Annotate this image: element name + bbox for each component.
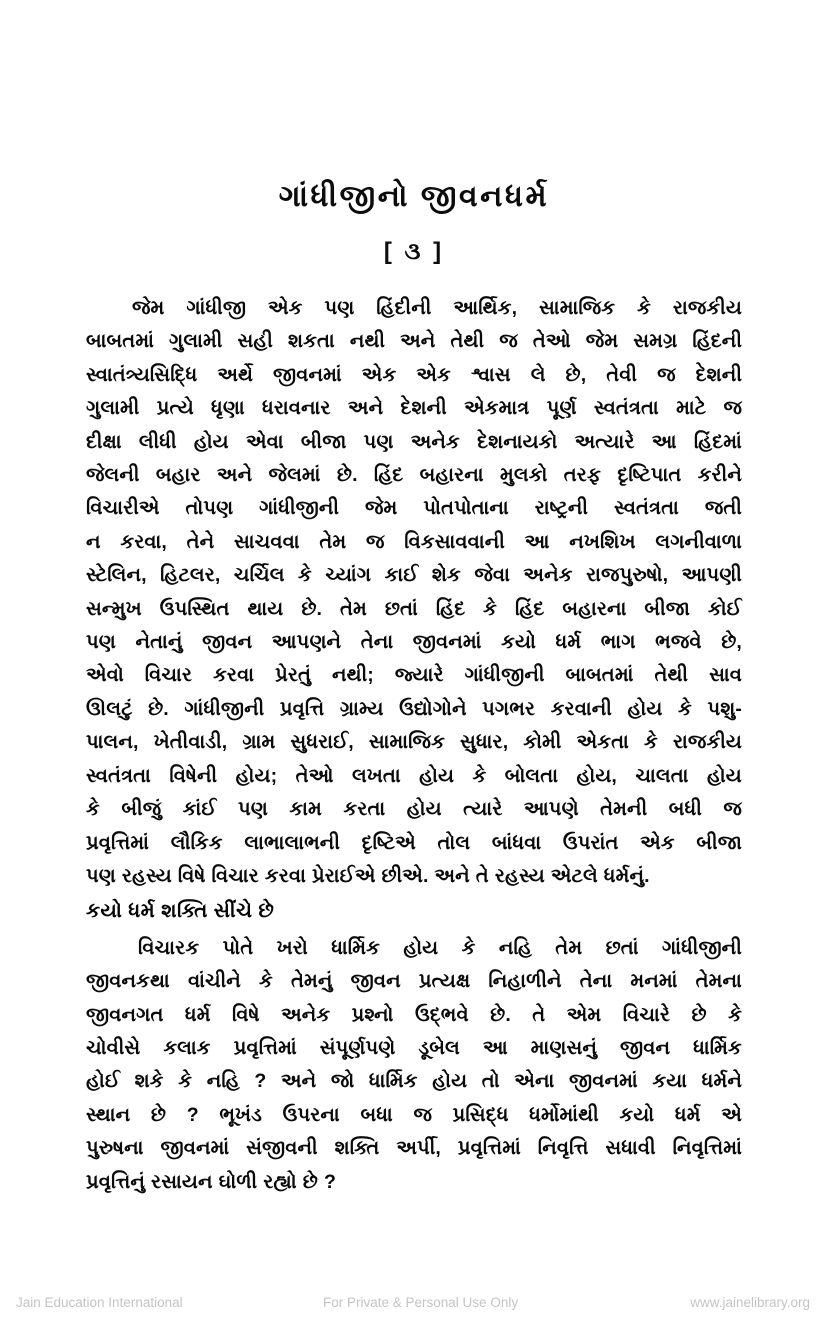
text-line: હોઈ શકે કે નહિ ? અને જો ધાર્મિક હોય તો એના જીવનમાં કયા ધર્મને: [86, 1070, 742, 1093]
text-line: પ્રવૃત્તિનું રસાયન ઘોળી રહ્યો છે ?: [86, 1170, 336, 1193]
text-line: પણ નેતાનું જીવન આપણને તેના જીવનમાં કયો ધર્મ ભાગ ભજવે છે,: [86, 631, 742, 654]
text-line: દીક્ષા લીધી હોય એવા બીજા પણ અનેક દેશનાયકો અત્યારે આ હિંદમાં: [86, 430, 742, 453]
text-line: જીવનગત ધર્મ વિષે અનેક પ્રશ્નો ઉદ્ભવે છે. તે એમ વિચારે છે કે: [86, 1003, 742, 1026]
text-line: પુરુષના જીવનમાં સંજીવની શક્તિ અર્પી, પ્રવૃત્તિમાં નિવૃત્તિ સધાવી નિવૃત્તિમાં: [86, 1137, 742, 1160]
paragraph-2: [86, 932, 742, 1199]
text-line: ચોવીસે કલાક પ્રવૃત્તિમાં સંપૂર્ણપણે ડૂબેલ આ માણસનું જીવન ધાર્મિક: [86, 1036, 742, 1059]
text-line: સ્વતંત્રતા વિષેની હોય; તેઓ લખતા હોય કે બોલતા હોય, ચાલતા હોય: [86, 764, 742, 787]
text-line: વિચારક પોતે ખરો ધાર્મિક હોય કે નહિ તેમ છતાં ગાંધીજીની: [138, 936, 742, 959]
text-line: બાબતમાં ગુલામી સહી શકતા નથી અને તેથી જ તેઓ જેમ સમગ્ર હિંદની: [86, 330, 742, 353]
section-subheading: કયો ધર્મ શક્તિ સીંચે છે: [86, 900, 275, 923]
text-line: પ્રવૃત્તિમાં લૌકિક લાભાલાભની દૃષ્ટિએ તોલ બાંધવા ઉપરાંત એક બીજા: [86, 831, 742, 854]
text-line: એવો વિચાર કરવા પ્રેરતું નથી; જ્યારે ગાંધીજીની બાબતમાં તેથી સાવ: [86, 664, 742, 687]
paragraph-1: [86, 292, 742, 893]
page-title: ગાંધીજીનો જીવનધર્મ: [278, 180, 550, 213]
text-line: પણ રહસ્ય વિષે વિચાર કરવા પ્રેરાઈએ છીએ. અને તે રહસ્ય એટલે ધર્મનું.: [86, 864, 650, 887]
text-line: જીવનકથા વાંચીને કે તેમનું જીવન પ્રત્યક્ષ નિહાળીને તેના મનમાં તેમના: [86, 970, 742, 993]
text-line: કે બીજું કાંઈ પણ કામ કરતા હોય ત્યારે આપણે તેમની બધી જ: [86, 798, 742, 821]
text-line: જેમ ગાંધીજી એક પણ હિંદીની આર્થિક, સામાજિક કે રાજકીય: [132, 297, 742, 319]
text-line: પાલન, ખેતીવાડી, ગ્રામ સુધરાઈ, સામાજિક સુધાર, કોમી એકતા કે રાજકીય: [86, 731, 742, 754]
chapter-number: [ ૩ ]: [383, 237, 445, 265]
text-line: સ્થાન છે ? ભૂખંડ ઉપરના બધા જ પ્રસિદ્ધ ધર્મોમાંથી કયો ધર્મ એ: [86, 1103, 742, 1126]
page-footer: [0, 1294, 828, 1316]
footer-website-link[interactable]: www.jainelibrary.org: [690, 1295, 810, 1310]
text-line: ઊલટું છે. ગાંધીજીની પ્રવૃત્તિ ગ્રામ્ય ઉદ્યોગોને પગભર કરવાની હોય કે પશુ-: [86, 697, 742, 720]
footer-usage-notice: For Private & Personal Use Only: [323, 1295, 519, 1310]
text-line: જેલની બહાર અને જેલમાં છે. હિંદ બહારના મુલકો તરફ દૃષ્ટિપાત કરીને: [86, 464, 742, 487]
text-line: ગુલામી પ્રત્યે ધૃણા ધરાવનાર અને દેશની એકમાત્ર પૂર્ણ સ્વતંત્રતા માટે જ: [86, 397, 742, 420]
text-line: સન્મુખ ઉપસ્થિત થાય છે. તેમ છતાં હિંદ કે હિંદ બહારના બીજા કોઈ: [86, 597, 742, 620]
text-line: વિચારીએ તોપણ ગાંધીજીની જેમ પોતપોતાના રાષ્ટ્રની સ્વતંત્રતા જતી: [86, 497, 742, 520]
footer-organization: Jain Education International: [16, 1295, 183, 1310]
body-text-column: [86, 292, 742, 1199]
text-line: સ્વાતંત્ર્યસિદ્ધિ અર્થે જીવનમાં એક એક શ્વાસ લે છે, તેવી જ દેશની: [86, 363, 742, 386]
heading-block: [0, 178, 828, 266]
text-line: સ્ટેલિન, હિટલર, ચર્ચિલ કે ચ્યાંગ કાઈ શેક જેવા અનેક રાજપુરુષો, આપણી: [86, 564, 742, 587]
text-line: ન કરવા, તેને સાચવવા તેમ જ વિકસાવવાની આ નખશિખ લગનીવાળા: [86, 530, 742, 553]
